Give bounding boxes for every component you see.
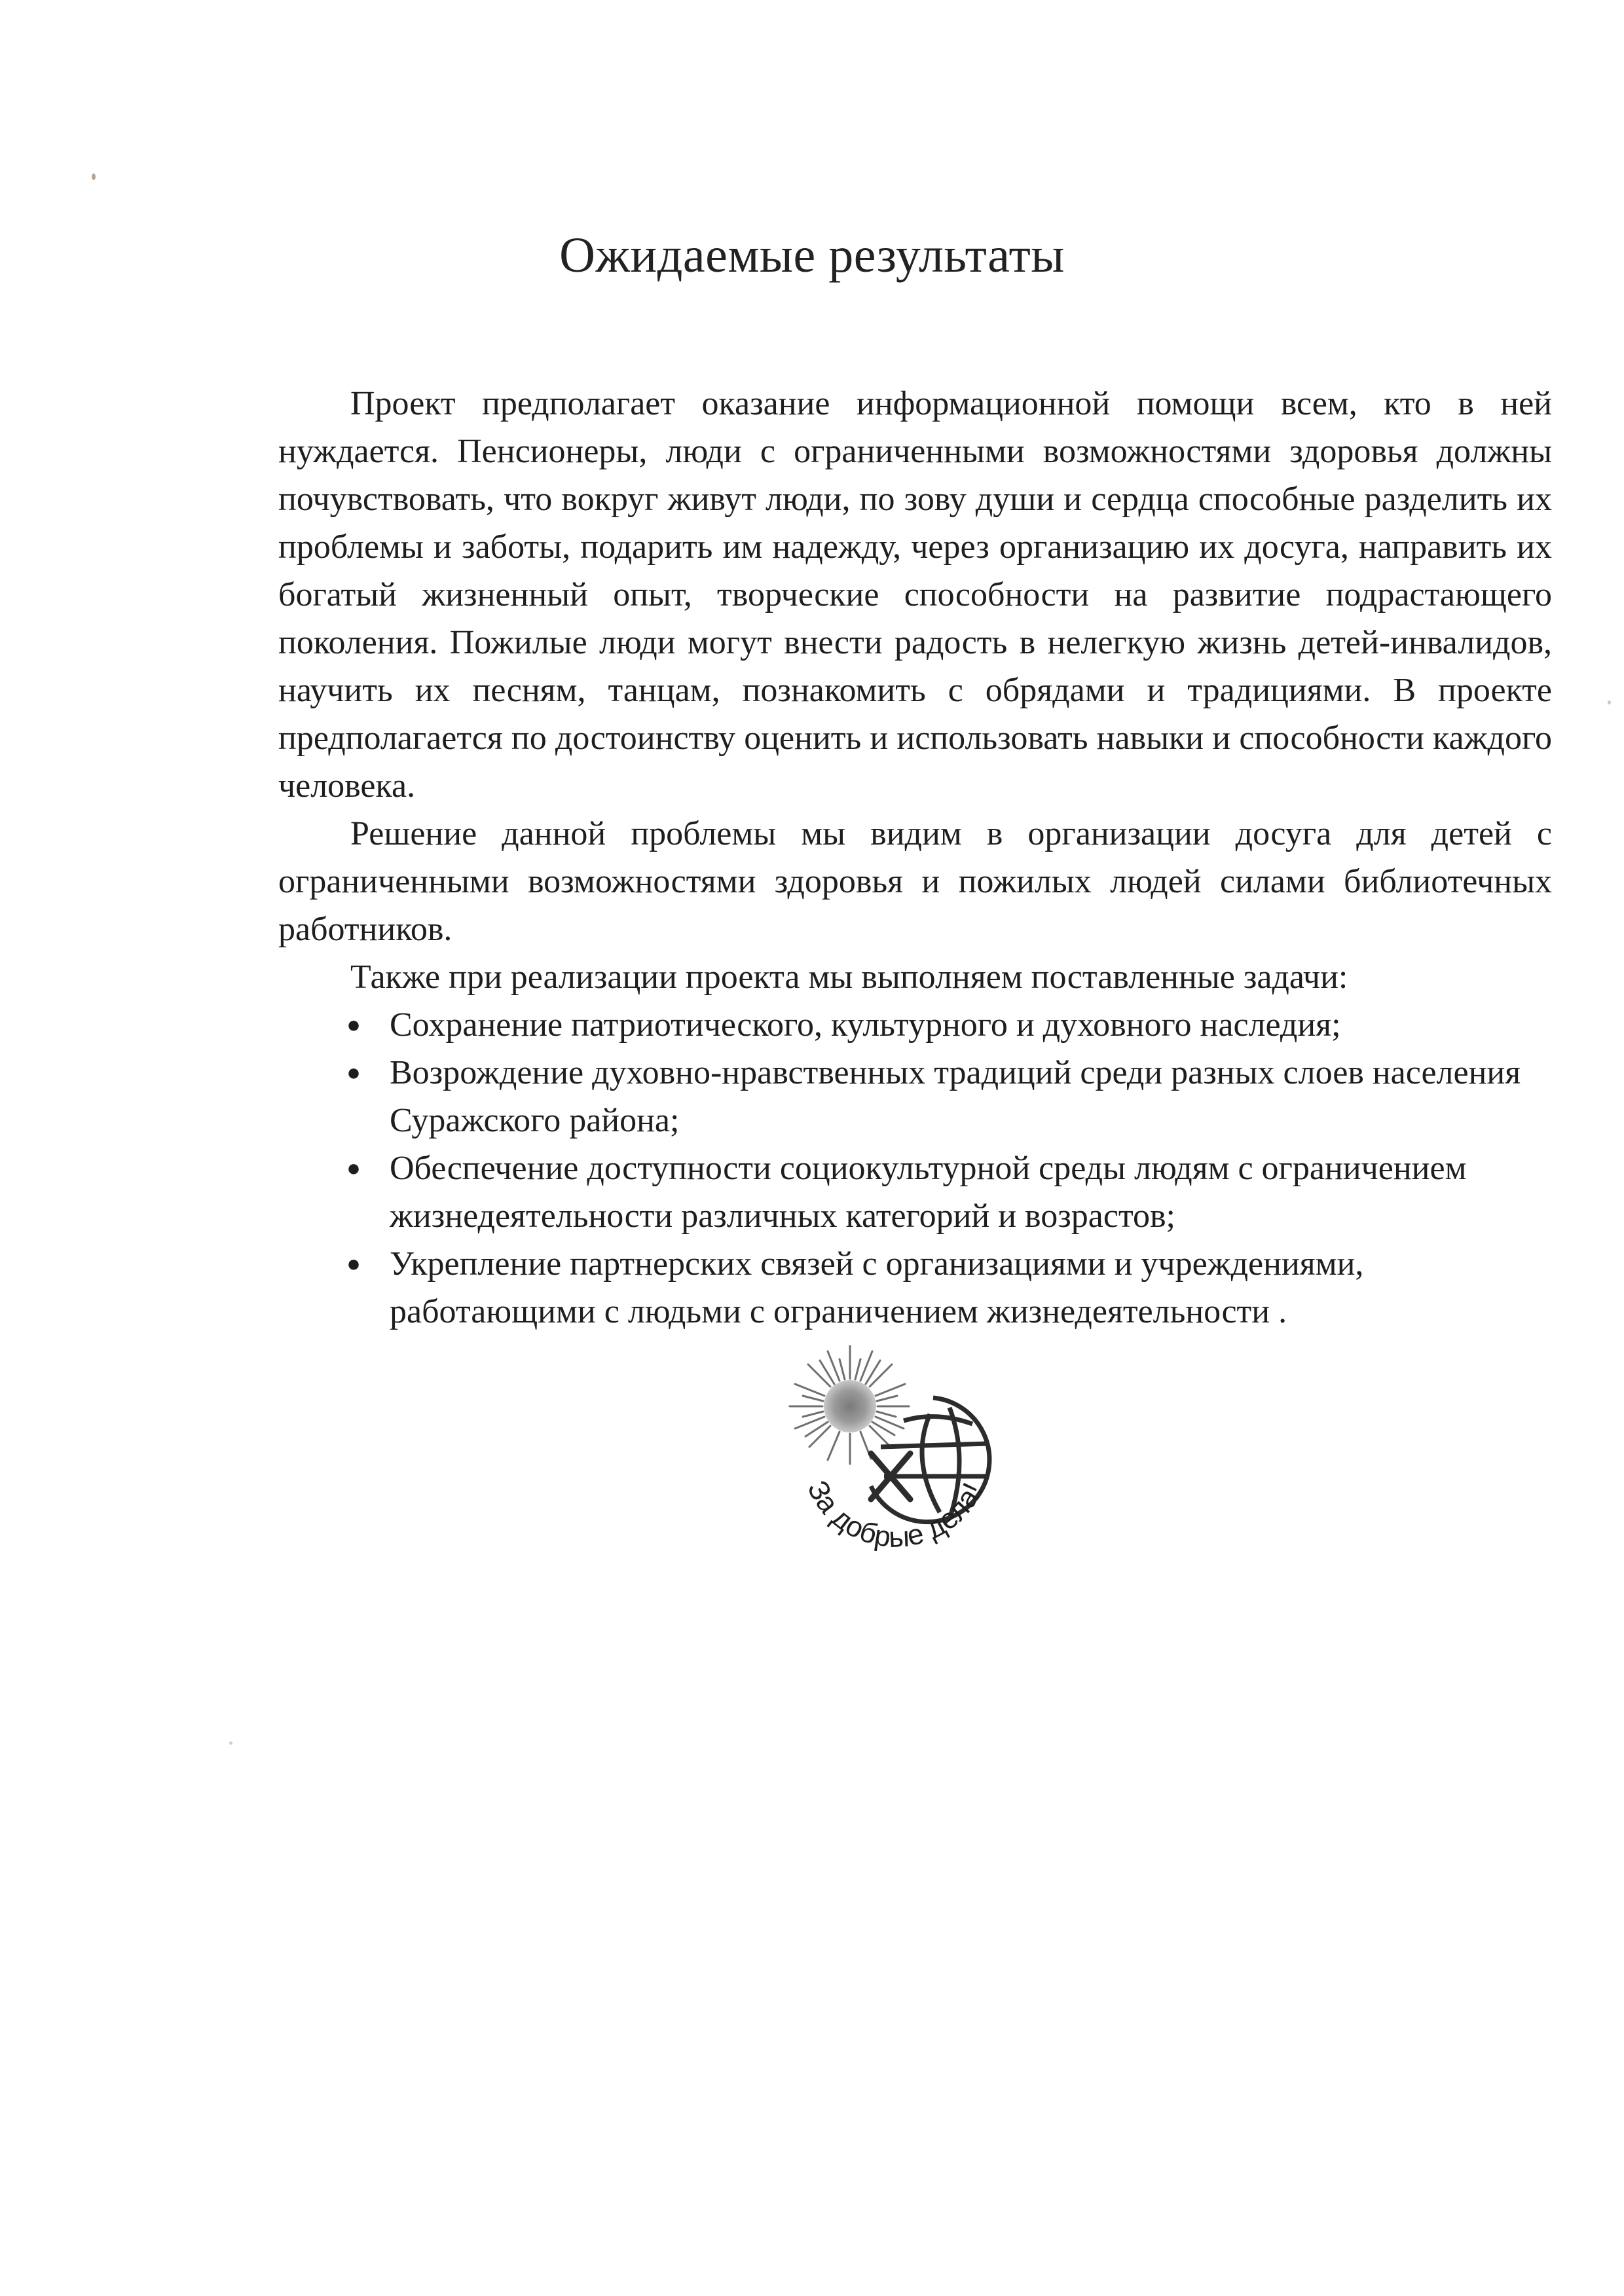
list-item xyxy=(278,1144,1552,1240)
task-text: Возрождение духовно-нравственных традиций среди разных слоев населения Суражского района; xyxy=(390,1054,1521,1139)
scan-speck xyxy=(1608,701,1611,704)
scan-speck xyxy=(229,1741,232,1745)
bullet-icon: ● xyxy=(346,1059,361,1085)
paragraph-tasks-intro: Также при реализации проекта мы выполняем поставленные задачи: xyxy=(350,958,1348,996)
logo-caption: За добрые дела! xyxy=(801,1475,989,1554)
list-item xyxy=(278,1049,1552,1144)
sun-disc xyxy=(824,1380,876,1432)
document-body xyxy=(278,380,1552,1336)
task-text: Укрепление партнерских связей с организациями и учреждениями, работающими с людьми с ограничением жизнедеятельности . xyxy=(390,1245,1364,1330)
paragraph-expected-help: Проект предполагает оказание информационной помощи всем, кто в ней нуждается. Пенсионеры, люди с ограниченными возможностями здоровья должны почувствовать, что вокруг живут люди, по зову души и сердца способные разделить их проблемы и заботы, подарить им надежду, через организацию их досуга, направить их богатый жизненный опыт, творческие способности на развитие подрастающего поколения. Пожилые люди могут внести радость в нелегкую жизнь детей-инвалидов, научить их песням, танцам, познакомить с обрядами и традициями. В проекте предполагается по достоинству оценить и использовать навыки и способности каждого человека. xyxy=(278,385,1552,805)
paragraph-problem-solution: Решение данной проблемы мы видим в организации досуга для детей с ограниченными возможностями здоровья и пожилых людей силами библиотечных работников. xyxy=(278,815,1552,948)
task-text: Обеспечение доступности социокультурной среды людям с ограничением жизнедеятельности различных категорий и возрастов; xyxy=(390,1150,1467,1235)
bullet-icon: ● xyxy=(346,1250,361,1277)
bullet-icon: ● xyxy=(346,1011,361,1038)
list-item xyxy=(278,1240,1552,1336)
bullet-icon: ● xyxy=(346,1155,361,1181)
sun-globe-logo-icon xyxy=(773,1336,1008,1571)
page-title: Ожидаемые результаты xyxy=(559,228,1065,283)
list-item xyxy=(278,1001,1552,1049)
scan-speck xyxy=(92,173,96,180)
task-text: Сохранение патриотического, культурного и духовного наследия; xyxy=(390,1006,1341,1044)
task-list xyxy=(278,1001,1552,1336)
logo-graphic xyxy=(773,1336,1008,1571)
